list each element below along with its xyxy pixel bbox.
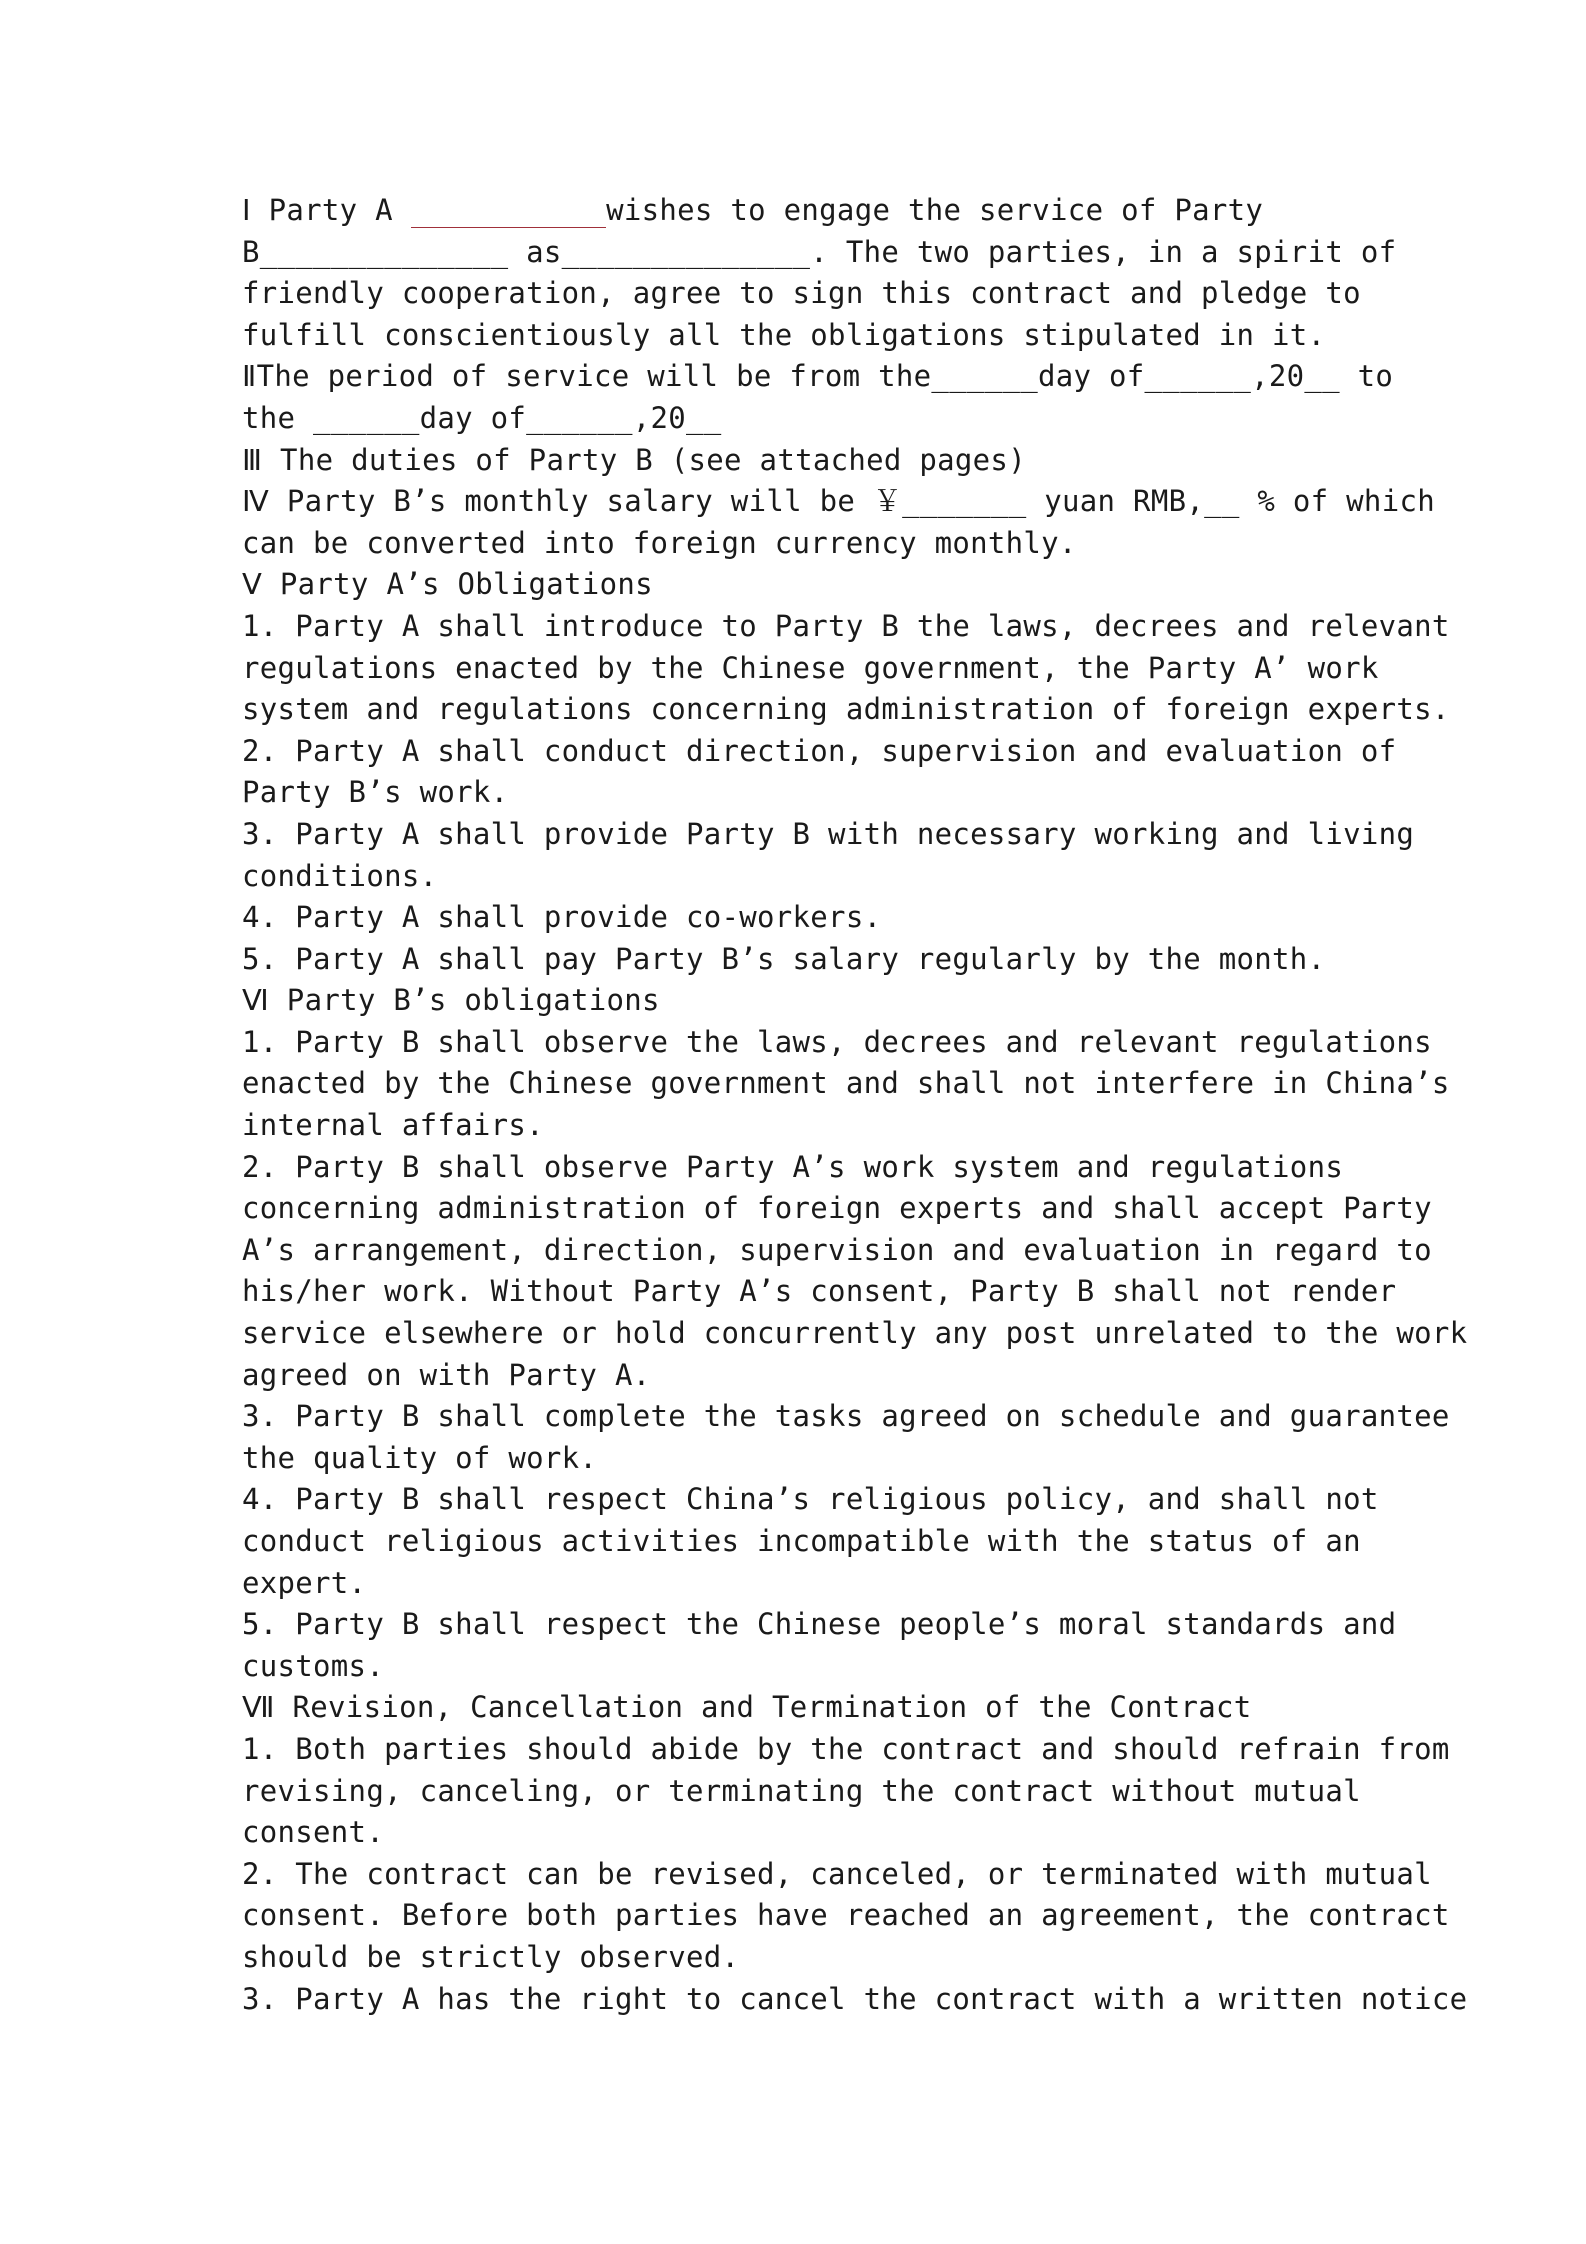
text-line: fulfill conscientiously all the obligations stipulated in it. <box>242 317 1326 352</box>
text-line: 3. Party B shall complete the tasks agreed on schedule and guarantee <box>242 1399 1450 1434</box>
text-line: the quality of work. <box>242 1440 598 1475</box>
text-line: revising, canceling, or terminating the contract without mutual <box>242 1773 1361 1808</box>
text-line: 2. Party B shall observe Party A’s work system and regulations <box>242 1149 1344 1184</box>
text-line: 4. Party A shall provide co-workers. <box>242 900 882 935</box>
text-line: consent. <box>242 1815 385 1850</box>
text-line: 3. Party A shall provide Party B with necessary working and living <box>242 816 1415 851</box>
text-line: 1. Party B shall observe the laws, decrees and relevant regulations <box>242 1024 1432 1059</box>
text-line: Ⅴ Party A’s Obligations <box>242 567 653 602</box>
text-line: 2. Party A shall conduct direction, supervision and evaluation of <box>242 733 1397 768</box>
text-line: 1. Both parties should abide by the contract and should refrain from <box>242 1731 1450 1766</box>
text-line: Ⅶ Revision, Cancellation and Termination of the Contract <box>242 1690 1252 1725</box>
text-line: internal affairs. <box>242 1108 544 1143</box>
text-line: enacted by the Chinese government and shall not interfere in China’s <box>242 1066 1450 1101</box>
text-line: should be strictly observed. <box>242 1939 740 1974</box>
text-line: system and regulations concerning administration of foreign experts. <box>242 692 1450 727</box>
text-line: 3. Party A has the right to cancel the contract with a written notice <box>242 1981 1468 2016</box>
text-line: conditions. <box>242 858 438 893</box>
text-line: agreed on with Party A. <box>242 1357 651 1392</box>
text-line: customs. <box>242 1648 385 1683</box>
text-line: service elsewhere or hold concurrently any post unrelated to the work <box>242 1316 1468 1351</box>
text-line: 2. The contract can be revised, canceled, or terminated with mutual <box>242 1856 1432 1891</box>
party-a-name-blank <box>411 193 606 228</box>
text-line: regulations enacted by the Chinese government, the Party A’ work <box>242 650 1379 685</box>
text-line: conduct religious activities incompatible with the status of an <box>242 1524 1361 1558</box>
line-1-suffix: wishes to engage the service of Party <box>606 193 1264 227</box>
contract-text <box>242 190 1468 2020</box>
text-line: his/her work. Without Party A’s consent, Party B shall not render <box>242 1274 1397 1309</box>
text-line: 4. Party B shall respect China’s religious policy, and shall not <box>242 1482 1379 1517</box>
text-line: friendly cooperation, agree to sign this contract and pledge to <box>242 276 1361 311</box>
text-line: Ⅵ Party B’s obligations <box>242 983 660 1018</box>
text-line: 5. Party B shall respect the Chinese people’s moral standards and <box>242 1607 1397 1642</box>
text-line: can be converted into foreign currency monthly. <box>242 525 1077 560</box>
text-line: Ⅲ The duties of Party B (see attached pages) <box>242 442 1026 477</box>
text-line: ⅡThe period of service will be from the______day of______,20__ to <box>242 359 1394 394</box>
text-line: concerning administration of foreign experts and shall accept Party <box>242 1191 1432 1226</box>
text-line: Party B’s work. <box>242 775 509 810</box>
text-line: A’s arrangement, direction, supervision and evaluation in regard to <box>242 1232 1432 1267</box>
text-line: the ______day of______,20__ <box>242 400 722 435</box>
text-line: 5. Party A shall pay Party B’s salary regularly by the month. <box>242 941 1326 976</box>
text-line: B______________ as______________. The two parties, in a spirit of <box>242 234 1397 269</box>
line-1-prefix: Ⅰ Party A <box>242 193 411 227</box>
text-line: consent. Before both parties have reached an agreement, the contract <box>242 1898 1450 1933</box>
text-line: expert. <box>242 1565 367 1600</box>
text-line: Ⅳ Party B’s monthly salary will be ￥_______ yuan RMB,__ % of which <box>242 484 1435 519</box>
text-line-1 <box>242 190 1372 232</box>
text-line: 1. Party A shall introduce to Party B the laws, decrees and relevant <box>242 608 1450 643</box>
